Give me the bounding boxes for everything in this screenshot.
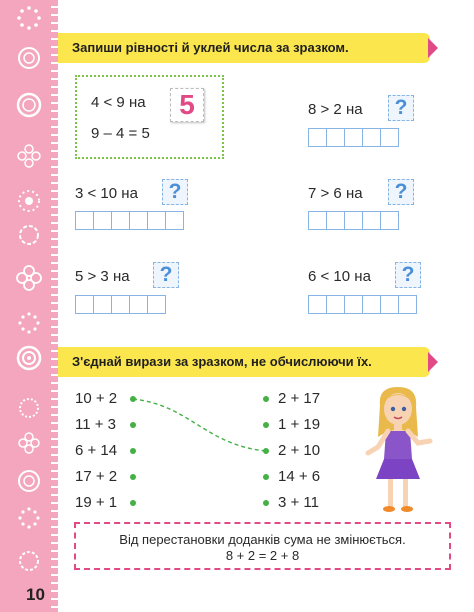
inequality-expression: 6 < 10 на bbox=[308, 268, 371, 285]
circle-dots-icon bbox=[16, 5, 42, 31]
circle-ring-icon bbox=[16, 45, 42, 71]
inequality-expression: 3 < 10 на bbox=[75, 185, 138, 202]
flower-icon bbox=[16, 143, 42, 169]
left-expression: 17 + 2 bbox=[75, 468, 118, 485]
answer-cell[interactable] bbox=[308, 128, 327, 147]
right-expression: 14 + 6 bbox=[278, 468, 321, 485]
right-expression: 2 + 17 bbox=[278, 390, 321, 407]
question-sticker-slot[interactable]: ? bbox=[388, 179, 414, 205]
answer-cell[interactable] bbox=[344, 295, 363, 314]
answer-cell[interactable] bbox=[362, 295, 381, 314]
answer-cell[interactable] bbox=[380, 128, 399, 147]
answer-cell[interactable] bbox=[344, 211, 363, 230]
example-frame bbox=[75, 75, 224, 159]
connect-dot[interactable] bbox=[130, 448, 136, 454]
answer-cells[interactable] bbox=[308, 128, 398, 147]
answer-cells[interactable] bbox=[308, 295, 416, 314]
answer-cell[interactable] bbox=[380, 211, 399, 230]
question-sticker-slot[interactable]: ? bbox=[395, 262, 421, 288]
answer-cells[interactable] bbox=[75, 211, 183, 230]
answer-cell[interactable] bbox=[147, 211, 166, 230]
answer-cell[interactable] bbox=[308, 295, 327, 314]
banner-cap bbox=[428, 352, 438, 372]
question-sticker-slot[interactable]: ? bbox=[153, 262, 179, 288]
answer-cell[interactable] bbox=[380, 295, 399, 314]
circle-dots-icon bbox=[16, 310, 42, 336]
connect-dot[interactable] bbox=[263, 422, 269, 428]
answer-cell[interactable] bbox=[75, 295, 94, 314]
answer-cell[interactable] bbox=[147, 295, 166, 314]
circle-ring-icon bbox=[16, 345, 42, 371]
rule-text: Від перестановки доданків сума не змінюється. bbox=[119, 532, 406, 547]
answer-cell[interactable] bbox=[326, 295, 345, 314]
circle-ring-icon bbox=[16, 92, 42, 118]
girl-illustration bbox=[358, 385, 438, 520]
answer-cell[interactable] bbox=[165, 211, 184, 230]
connect-dot[interactable] bbox=[263, 448, 269, 454]
side-stripe-edge bbox=[51, 0, 58, 612]
left-expression: 6 + 14 bbox=[75, 442, 118, 459]
inequality-expression: 8 > 2 на bbox=[308, 101, 363, 118]
inequality-expression: 5 > 3 на bbox=[75, 268, 130, 285]
banner-cap bbox=[428, 38, 438, 58]
rule-box bbox=[74, 522, 451, 570]
inequality-expression: 7 > 6 на bbox=[308, 185, 363, 202]
flower-icon bbox=[16, 222, 42, 248]
left-expression: 11 + 3 bbox=[75, 416, 117, 433]
connect-dot[interactable] bbox=[130, 474, 136, 480]
answer-cell[interactable] bbox=[129, 211, 148, 230]
task1-title: Запиши рівності й уклей числа за зразком. bbox=[72, 40, 349, 55]
right-expression: 3 + 11 bbox=[278, 494, 320, 511]
left-expression: 10 + 2 bbox=[75, 390, 118, 407]
right-expression: 1 + 19 bbox=[278, 416, 321, 433]
question-sticker-slot[interactable]: ? bbox=[162, 179, 188, 205]
answer-cell[interactable] bbox=[326, 211, 345, 230]
left-expression: 19 + 1 bbox=[75, 494, 118, 511]
circle-dots-icon bbox=[16, 505, 42, 531]
answer-cell[interactable] bbox=[75, 211, 94, 230]
number-sticker[interactable]: 5 bbox=[170, 88, 204, 122]
circle-dots-icon bbox=[16, 395, 42, 421]
circle-dots-icon bbox=[16, 548, 42, 574]
answer-cell[interactable] bbox=[326, 128, 345, 147]
answer-cell[interactable] bbox=[111, 211, 130, 230]
task1-banner bbox=[58, 33, 430, 63]
answer-cell[interactable] bbox=[93, 295, 112, 314]
rule-example: 8 + 2 = 2 + 8 bbox=[225, 548, 300, 563]
circle-ring-icon bbox=[16, 468, 42, 494]
right-expression: 2 + 10 bbox=[278, 442, 321, 459]
answer-cells[interactable] bbox=[308, 211, 398, 230]
answer-cell[interactable] bbox=[344, 128, 363, 147]
answer-cell[interactable] bbox=[308, 211, 327, 230]
answer-cell[interactable] bbox=[129, 295, 148, 314]
connect-dot[interactable] bbox=[130, 422, 136, 428]
connect-dot[interactable] bbox=[130, 500, 136, 506]
connect-dot[interactable] bbox=[130, 396, 136, 402]
answer-cell[interactable] bbox=[362, 211, 381, 230]
circle-dots-icon bbox=[16, 188, 42, 214]
answer-cell[interactable] bbox=[111, 295, 130, 314]
example-equation: 9 – 4 = 5 bbox=[91, 125, 150, 142]
example-connector-line bbox=[133, 399, 266, 451]
connect-dot[interactable] bbox=[263, 396, 269, 402]
answer-cell[interactable] bbox=[362, 128, 381, 147]
example-inequality: 4 < 9 на bbox=[91, 94, 146, 111]
connect-dot[interactable] bbox=[263, 474, 269, 480]
flower-icon bbox=[16, 430, 42, 456]
answer-cell[interactable] bbox=[93, 211, 112, 230]
task2-banner bbox=[58, 347, 430, 377]
connect-dot[interactable] bbox=[263, 500, 269, 506]
question-sticker-slot[interactable]: ? bbox=[388, 95, 414, 121]
answer-cells[interactable] bbox=[75, 295, 165, 314]
page-number: 10 bbox=[26, 585, 45, 604]
flower-icon bbox=[16, 265, 42, 291]
task2-title: З'єднай вирази за зразком, не обчислюючи їх. bbox=[72, 354, 372, 369]
answer-cell[interactable] bbox=[398, 295, 417, 314]
